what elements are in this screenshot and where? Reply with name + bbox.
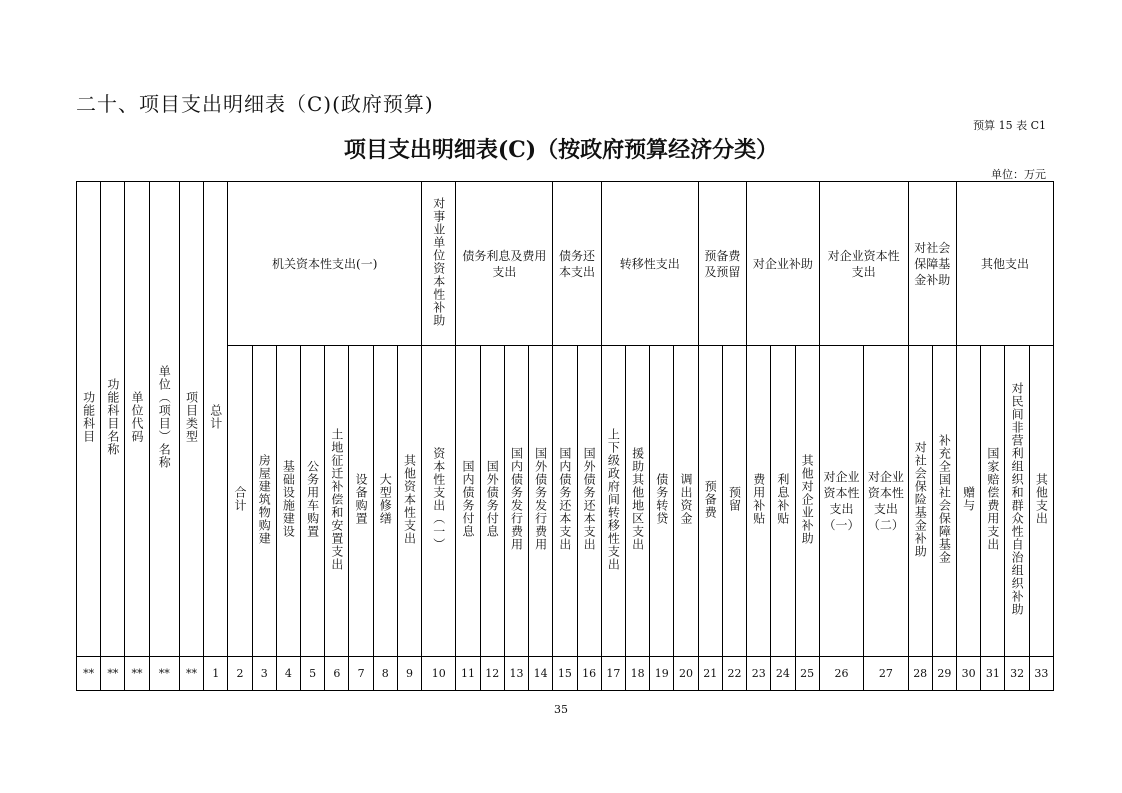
header-unit-code: 单位代码 [125, 182, 149, 657]
subheader-cell: 对社会保险基金补助 [908, 346, 932, 657]
column-number-cell: 22 [722, 657, 746, 691]
subheader-cell: 其他资本性支出 [397, 346, 421, 657]
column-number-cell: 7 [349, 657, 373, 691]
main-title: 项目支出明细表(C)（按政府预算经济分类） [343, 137, 779, 163]
subheader-cell: 大型修缮 [373, 346, 397, 657]
subheader-cell: 债务转贷 [650, 346, 674, 657]
group-enterprise-subsidy: 对企业补助 [747, 182, 820, 346]
column-number-cell: 13 [504, 657, 528, 691]
column-number-cell: 2 [228, 657, 252, 691]
subheader-cell: 国内债务付息 [456, 346, 480, 657]
column-number-cell: 8 [373, 657, 397, 691]
group-debt-principal: 债务还本支出 [553, 182, 601, 346]
subheader-cell: 对企业资本性支出（二） [864, 346, 908, 657]
column-number-cell: 26 [819, 657, 863, 691]
column-number-cell: 16 [577, 657, 601, 691]
header-total: 总计 [204, 182, 228, 657]
group-agency-capital: 机关资本性支出(一) [228, 182, 422, 346]
column-number-cell: 31 [981, 657, 1005, 691]
subheader-cell: 上下级政府间转移性支出 [601, 346, 625, 657]
subheader-cell: 国家赔偿费用支出 [981, 346, 1005, 657]
column-number-cell: 14 [529, 657, 553, 691]
subheader-cell: 预留 [722, 346, 746, 657]
subheader-cell: 利息补贴 [771, 346, 795, 657]
column-number-cell: 21 [698, 657, 722, 691]
subheader-cell: 土地征迁补偿和安置支出 [325, 346, 349, 657]
group-social-security: 对社会保障基金补助 [908, 182, 956, 346]
column-number-cell: 18 [625, 657, 649, 691]
code-cell: ** [77, 657, 101, 691]
subheader-cell: 其他对企业补助 [795, 346, 819, 657]
subheader-cell: 国内债务发行费用 [504, 346, 528, 657]
column-number-cell: 10 [422, 657, 456, 691]
column-number-cell: 11 [456, 657, 480, 691]
subheader-cell: 对企业资本性支出（一） [819, 346, 863, 657]
subheader-cell: 资本性支出（一） [422, 346, 456, 657]
column-number-cell: 30 [957, 657, 981, 691]
subheader-cell: 公务用车购置 [301, 346, 325, 657]
table-code: 预算 15 表 C1 [973, 119, 1046, 132]
group-debt-interest: 债务利息及费用支出 [456, 182, 553, 346]
header-unit-name: 单位（项目）名称 [149, 182, 179, 657]
column-number-cell: 4 [276, 657, 300, 691]
group-reserve: 预备费及预留 [698, 182, 746, 346]
column-number-cell: 27 [864, 657, 908, 691]
subheader-cell: 设备购置 [349, 346, 373, 657]
subheader-cell: 调出资金 [674, 346, 698, 657]
subheader-cell: 援助其他地区支出 [625, 346, 649, 657]
column-number-cell: 32 [1005, 657, 1029, 691]
code-cell: ** [149, 657, 179, 691]
subheader-cell: 费用补贴 [747, 346, 771, 657]
header-function-subject-name: 功能科目名称 [101, 182, 125, 657]
code-cell: 1 [204, 657, 228, 691]
column-number-cell: 24 [771, 657, 795, 691]
code-cell: ** [101, 657, 125, 691]
group-institution-capital: 对事业单位资本性补助 [422, 182, 456, 346]
column-number-cell: 17 [601, 657, 625, 691]
subheader-cell: 赠与 [957, 346, 981, 657]
column-number-cell: 25 [795, 657, 819, 691]
header-project-type: 项目类型 [179, 182, 203, 657]
column-number-cell: 5 [301, 657, 325, 691]
code-cell: ** [179, 657, 203, 691]
column-number-cell: 29 [932, 657, 956, 691]
column-number-cell: 12 [480, 657, 504, 691]
section-title: 二十、项目支出明细表（C)(政府预算) [76, 92, 434, 116]
subheader-cell: 国外债务付息 [480, 346, 504, 657]
header-function-subject: 功能科目 [77, 182, 101, 657]
subheader-cell: 合计 [228, 346, 252, 657]
column-number-cell: 6 [325, 657, 349, 691]
group-transfer: 转移性支出 [601, 182, 698, 346]
subheader-cell: 国内债务还本支出 [553, 346, 577, 657]
subheader-cell: 国外债务发行费用 [529, 346, 553, 657]
group-enterprise-capital: 对企业资本性支出 [819, 182, 908, 346]
subheader-cell: 房屋建筑物购建 [252, 346, 276, 657]
column-number-cell: 28 [908, 657, 932, 691]
column-number-cell: 3 [252, 657, 276, 691]
page-number: 35 [554, 703, 568, 716]
column-number-cell: 15 [553, 657, 577, 691]
code-cell: ** [125, 657, 149, 691]
subheader-cell: 预备费 [698, 346, 722, 657]
subheader-cell: 国外债务还本支出 [577, 346, 601, 657]
column-number-cell: 9 [397, 657, 421, 691]
column-number-cell: 23 [747, 657, 771, 691]
subheader-cell: 其他支出 [1029, 346, 1053, 657]
group-other: 其他支出 [957, 182, 1054, 346]
column-number-cell: 20 [674, 657, 698, 691]
subheader-cell: 对民间非营利组织和群众性自治组织补助 [1005, 346, 1029, 657]
subheader-cell: 补充全国社会保障基金 [932, 346, 956, 657]
column-number-cell: 19 [650, 657, 674, 691]
column-number-cell: 33 [1029, 657, 1053, 691]
expenditure-table [76, 181, 1054, 691]
unit-label: 单位：万元 [991, 168, 1046, 181]
subheader-cell: 基础设施建设 [276, 346, 300, 657]
